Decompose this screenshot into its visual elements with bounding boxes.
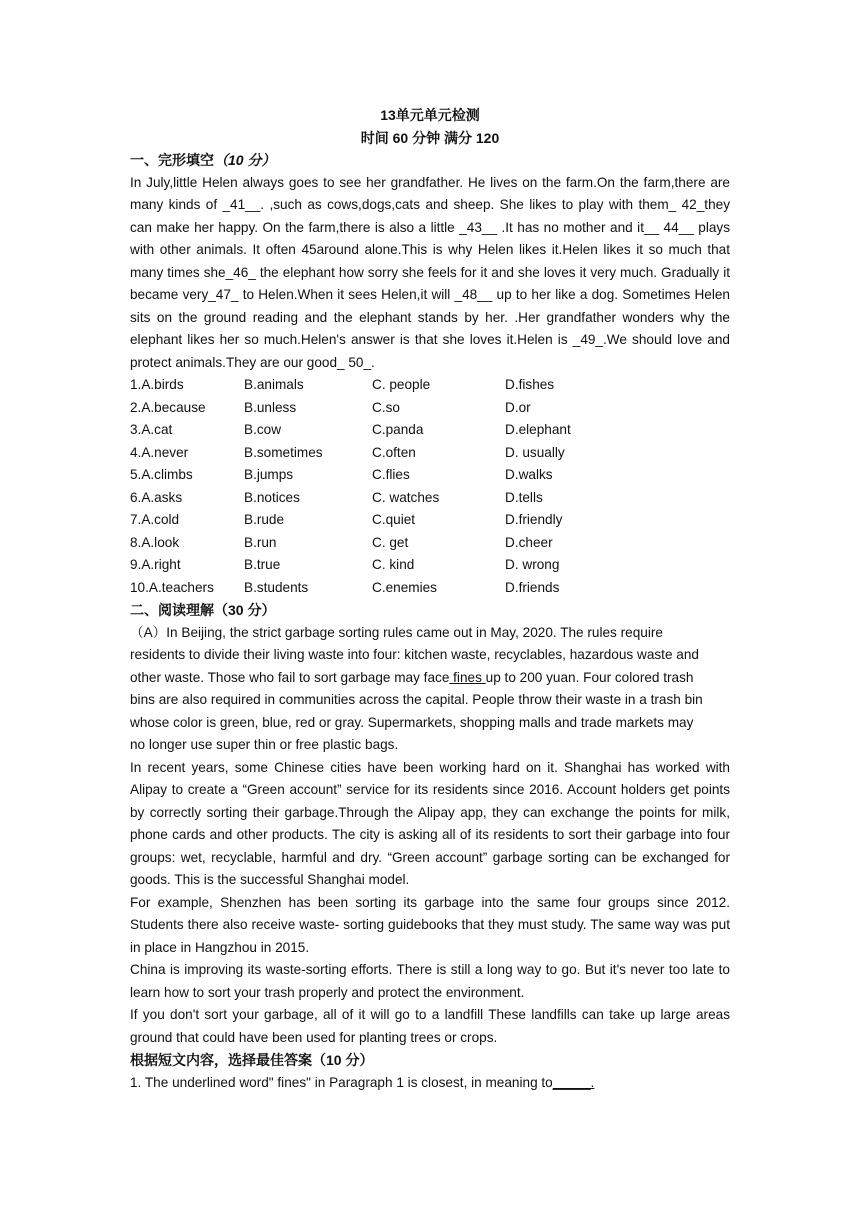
- cloze-option[interactable]: B.run: [244, 534, 277, 550]
- reading-a-paragraph-2: In recent years, some Chinese cities have been working hard on it. Shanghai has worked with Alipay to create a “Green account” service for its residents since 2016. Account holders get points by correctly sorting their garbage.Through the Alipay app, they can exchange the points for milk, phone cards and other products. The city is asking all of its residents to sort their garbage into four groups: wet, recyclable, harmful and dry. “Green account” garbage sorting can be exchanged for goods. This is the successful Shanghai model.: [130, 759, 730, 887]
- cloze-option[interactable]: 4.A.never: [130, 444, 189, 460]
- cloze-option[interactable]: D.tells: [505, 489, 543, 505]
- reading-a-p1-line5: whose color is green, blue, red or gray. Supermarkets, shopping malls and trade markets may: [130, 714, 694, 730]
- cloze-options: [130, 374, 730, 599]
- section-cloze-points: （10 分）: [214, 152, 276, 168]
- cloze-option[interactable]: 6.A.asks: [130, 489, 183, 505]
- cloze-option[interactable]: D.or: [505, 399, 531, 415]
- cloze-option[interactable]: D.walks: [505, 467, 553, 482]
- reading-a-label: （A）: [130, 624, 167, 640]
- exam-page: [130, 104, 730, 1094]
- underlined-word-fines: fines: [449, 669, 486, 685]
- cloze-option[interactable]: B.animals: [244, 377, 304, 392]
- cloze-option[interactable]: 1.A.birds: [130, 377, 184, 392]
- exam-subtitle: 时间 60 分钟 满分 120: [360, 129, 500, 146]
- cloze-option[interactable]: B.true: [244, 557, 281, 572]
- cloze-option[interactable]: 10.A.teachers: [130, 579, 214, 595]
- reading-a-paragraph-1: [130, 622, 730, 757]
- reading-a-paragraph-3: For example, Shenzhen has been sorting its garbage into the same four groups since 2012. Students there also receive waste- sorting guidebooks that they must study. The same way was put in place in Hangzhou in 2015.: [130, 894, 730, 955]
- cloze-option[interactable]: D.elephant: [505, 422, 571, 437]
- cloze-option[interactable]: 5.A.climbs: [130, 467, 193, 482]
- cloze-option[interactable]: 8.A.look: [130, 534, 180, 550]
- cloze-option[interactable]: D.friendly: [505, 512, 563, 527]
- cloze-option-row: [130, 397, 730, 420]
- cloze-option[interactable]: D.friends: [505, 579, 560, 595]
- question-1: [130, 1072, 730, 1095]
- cloze-option[interactable]: 7.A.cold: [130, 512, 180, 527]
- cloze-option[interactable]: C.enemies: [372, 579, 437, 595]
- cloze-option[interactable]: D.cheer: [505, 534, 553, 550]
- cloze-option-row: [130, 419, 730, 442]
- cloze-option[interactable]: C.quiet: [372, 512, 416, 527]
- exam-title: 13单元单元检测: [380, 107, 480, 123]
- cloze-option-row: [130, 577, 730, 600]
- cloze-option-row: [130, 374, 730, 397]
- reading-a-paragraph-4: China is improving its waste-sorting efforts. There is still a long way to go. But it's never too late to learn how to sort your trash properly and protect the environment.: [130, 962, 730, 1000]
- cloze-option[interactable]: C. get: [372, 534, 409, 550]
- reading-a-p1-line6: no longer use super thin or free plastic bags.: [130, 737, 399, 752]
- cloze-option[interactable]: C.flies: [372, 467, 410, 482]
- cloze-option[interactable]: B.notices: [244, 489, 300, 505]
- cloze-option[interactable]: D. wrong: [505, 557, 560, 572]
- section-reading-heading: 二、阅读理解（30 分）: [130, 602, 276, 618]
- cloze-option[interactable]: B.unless: [244, 399, 297, 415]
- cloze-option[interactable]: C. watches: [372, 489, 440, 505]
- section-cloze-heading: [130, 149, 730, 172]
- cloze-option-row: [130, 464, 730, 487]
- cloze-option[interactable]: D.fishes: [505, 377, 555, 392]
- reading-a-p1-line3b: up to 200 yuan. Four colored trash: [485, 669, 694, 685]
- question-1-text: 1. The underlined word" fines" in Paragraph 1 is closest, in meaning to: [130, 1074, 553, 1090]
- cloze-option[interactable]: B.rude: [244, 512, 285, 527]
- cloze-option[interactable]: D. usually: [505, 444, 565, 460]
- cloze-option[interactable]: 3.A.cat: [130, 422, 173, 437]
- reading-a-p1-line3a: other waste. Those who fail to sort garbage may face: [130, 669, 450, 685]
- reading-a-p1-line2: residents to divide their living waste into four: kitchen waste, recyclables, hazardous waste and: [130, 647, 699, 662]
- cloze-option[interactable]: B.students: [244, 579, 309, 595]
- question-1-blank[interactable]: _____.: [552, 1074, 595, 1090]
- cloze-option-row: [130, 442, 730, 465]
- cloze-option[interactable]: C. kind: [372, 557, 415, 572]
- cloze-passage: In July,little Helen always goes to see her grandfather. He lives on the farm.On the farm,there are many kinds of _41__. ,such as cows,dogs,cats and sheep. She likes to play with them_ 42_they can make her happy. On the farm,there is also a little _43__ .It has no mother and it__ 44__ plays with other animals. It often 45around alone.This is why Helen likes it.Helen likes it so much that many times she_46_ the elephant how sorry she feels for it and she loves it very much. Gradually it became very_47_ to Helen.When it sees Helen,it will _48__ up to her like a dog. Sometimes Helen sits on the ground reading and the elephant stands by her. .Her grandfather wonders why the elephant likes her so much.Helen's answer is that she loves it.Helen is _49_.We should love and protect animals.They are our good_ 50_.: [130, 174, 730, 370]
- cloze-option[interactable]: B.jumps: [244, 467, 294, 482]
- reading-a-p1-line4: bins are also required in communities across the capital. People throw their waste in a trash bin: [130, 692, 703, 707]
- cloze-option[interactable]: C. people: [372, 377, 431, 392]
- section-cloze-title: 一、完形填空: [130, 152, 214, 168]
- cloze-option[interactable]: B.cow: [244, 422, 282, 437]
- cloze-option[interactable]: C.so: [372, 399, 400, 415]
- cloze-option[interactable]: C.panda: [372, 422, 424, 437]
- task-heading: 根据短文内容，选择最佳答案（10 分）: [130, 1052, 374, 1068]
- reading-a-p1-line1: In Beijing, the strict garbage sorting rules came out in May, 2020. The rules require: [166, 624, 663, 640]
- cloze-option[interactable]: C.often: [372, 444, 416, 460]
- cloze-option[interactable]: 9.A.right: [130, 557, 181, 572]
- cloze-option-row: [130, 487, 730, 510]
- cloze-option-row: [130, 532, 730, 555]
- cloze-option[interactable]: B.sometimes: [244, 444, 323, 460]
- cloze-option-row: [130, 509, 730, 532]
- cloze-option-row: [130, 554, 730, 577]
- cloze-option[interactable]: 2.A.because: [130, 399, 206, 415]
- reading-a-paragraph-5: If you don't sort your garbage, all of it will go to a landfill These landfills can take up large areas ground that could have been used for planting trees or crops.: [130, 1007, 730, 1045]
